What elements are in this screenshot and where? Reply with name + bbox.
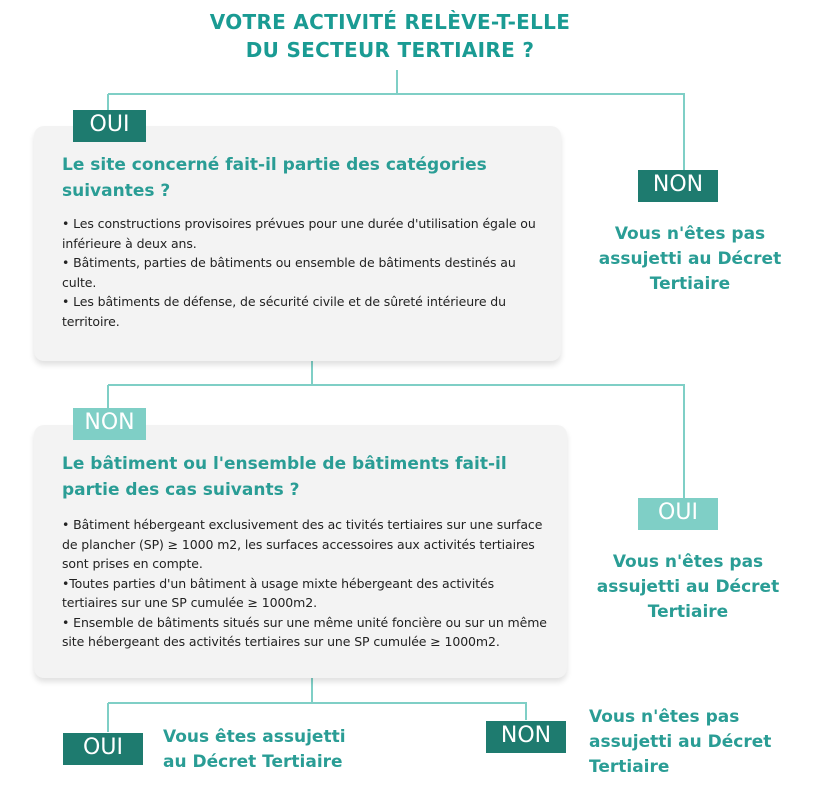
question-1-bullets xyxy=(62,214,542,331)
result-not-subject-1: Vous n'êtes pas assujetti au Décret Tertiaire xyxy=(598,224,782,294)
question-2-bullet: • Ensemble de bâtiments situés sur une même unité foncière ou sur un même site hébergeant des activités tertiaires sur une SP cumulée ≥ 1000m2. xyxy=(62,614,547,649)
title-line-1: VOTRE ACTIVITÉ RELÈVE-T-ELLE xyxy=(209,10,571,34)
question-2-bullet: • Bâtiment hébergeant exclusivement des ac tivités tertiaires sur une surface de plancher (SP) ≥ 1000 m2, les surfaces accessoires aux activités tertiaires sont prises en compte. xyxy=(62,517,543,571)
question-card-1 xyxy=(34,126,561,361)
title-line-2: DU SECTEUR TERTIAIRE ? xyxy=(245,38,535,62)
question-1-bullet: • Les constructions provisoires prévues pour une durée d'utilisation égale ou inférieure à deux ans. xyxy=(62,216,536,251)
question-2-bullets xyxy=(62,515,552,652)
result-not-subject-2: Vous n'êtes pas assujetti au Décret Tertiaire xyxy=(596,552,780,622)
question-card-2 xyxy=(34,425,567,678)
tag-oui-1: OUI xyxy=(73,110,146,142)
question-1-title: Le site concerné fait-il partie des catégories suivantes ? xyxy=(62,155,487,201)
diagram-title xyxy=(100,8,680,64)
result-subject: Vous êtes assujetti au Décret Tertiaire xyxy=(163,727,346,772)
tag-non-2: NON xyxy=(73,408,146,440)
tag-non-3: NON xyxy=(486,721,566,753)
question-2-bullet: •Toutes parties d'un bâtiment à usage mixte hébergeant des activités tertiaires sur une SP cumulée ≥ 1000m2. xyxy=(62,575,495,610)
tag-oui-3: OUI xyxy=(63,733,143,765)
question-2-title: Le bâtiment ou l'ensemble de bâtiments fait-il partie des cas suivants ? xyxy=(62,454,507,500)
result-not-subject-3: Vous n'êtes pas assujetti au Décret Tertiaire xyxy=(589,707,772,777)
tag-non-1: NON xyxy=(638,170,718,202)
question-1-bullet: • Bâtiments, parties de bâtiments ou ensemble de bâtiments destinés au culte. xyxy=(62,255,516,290)
tag-oui-2: OUI xyxy=(638,498,718,530)
question-1-bullet: • Les bâtiments de défense, de sécurité civile et de sûreté intérieure du territoire. xyxy=(62,294,506,329)
